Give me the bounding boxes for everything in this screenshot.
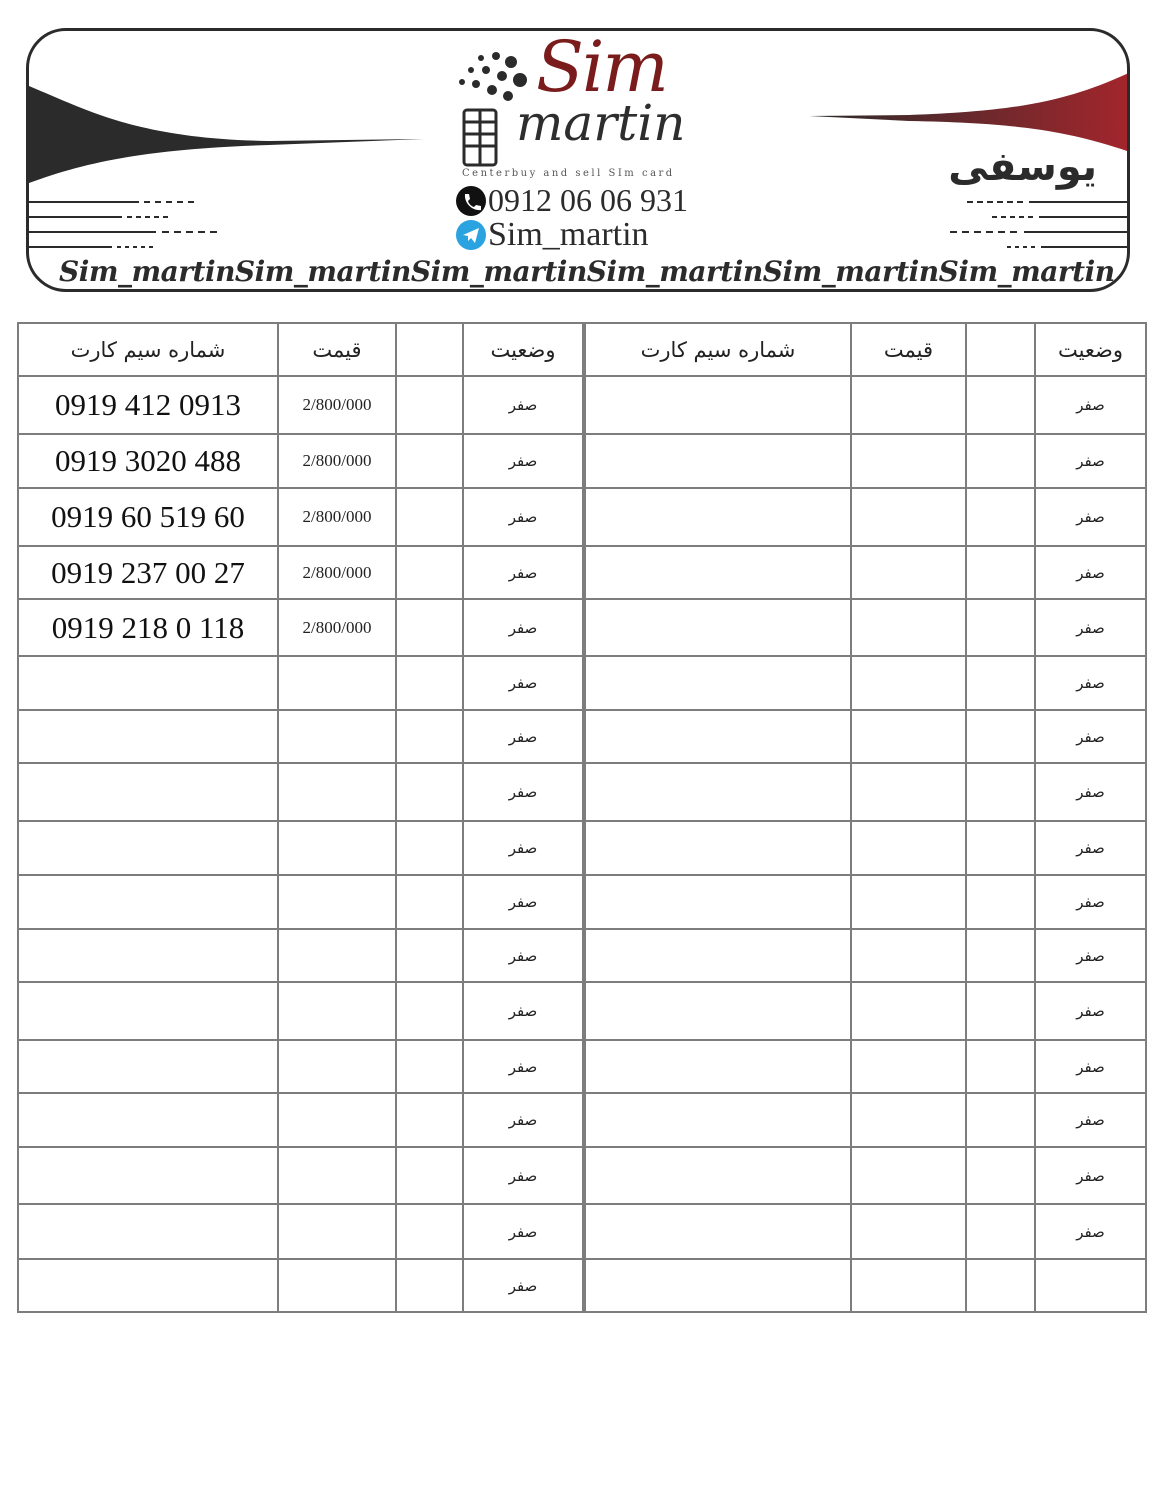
price-cell bbox=[851, 546, 966, 599]
price-cell: 2/800/000 bbox=[278, 599, 396, 656]
sim-number-cell bbox=[584, 982, 851, 1040]
price-cell bbox=[278, 1093, 396, 1147]
sim-number-cell: 0919 218 0 118 bbox=[18, 599, 278, 656]
price-cell bbox=[851, 929, 966, 982]
blank-cell bbox=[966, 1040, 1035, 1093]
sim-number-cell bbox=[584, 546, 851, 599]
table-row bbox=[18, 546, 1146, 599]
col-header-price: قیمت bbox=[851, 323, 966, 376]
table-row bbox=[18, 929, 1146, 982]
status-cell: صفر bbox=[463, 1093, 584, 1147]
col-header-blank bbox=[396, 323, 463, 376]
price-cell bbox=[851, 488, 966, 546]
blank-cell bbox=[966, 710, 1035, 763]
sim-number-cell bbox=[18, 982, 278, 1040]
price-cell bbox=[278, 1040, 396, 1093]
status-cell: صفر bbox=[1035, 710, 1146, 763]
status-cell: صفر bbox=[463, 929, 584, 982]
price-cell bbox=[278, 821, 396, 875]
table-row bbox=[18, 599, 1146, 656]
sim-number-cell bbox=[18, 763, 278, 821]
blank-cell bbox=[966, 821, 1035, 875]
status-cell: صفر bbox=[463, 434, 584, 488]
sim-number-cell bbox=[584, 599, 851, 656]
sim-number-cell bbox=[584, 929, 851, 982]
blank-cell bbox=[966, 875, 1035, 929]
price-cell bbox=[278, 710, 396, 763]
status-cell: صفر bbox=[463, 875, 584, 929]
blank-cell bbox=[966, 488, 1035, 546]
price-cell: 2/800/000 bbox=[278, 546, 396, 599]
col-header-status: وضعیت bbox=[463, 323, 584, 376]
sim-number-cell bbox=[584, 1093, 851, 1147]
logo-tagline: Centerbuy and sell SIm card bbox=[462, 168, 675, 179]
status-cell: صفر bbox=[463, 1259, 584, 1312]
price-cell bbox=[278, 875, 396, 929]
blank-cell bbox=[396, 1147, 463, 1204]
sim-number-cell bbox=[18, 875, 278, 929]
blank-cell bbox=[396, 1204, 463, 1259]
blank-cell bbox=[396, 656, 463, 710]
price-cell bbox=[851, 434, 966, 488]
sim-number-cell bbox=[584, 1204, 851, 1259]
status-cell: صفر bbox=[463, 599, 584, 656]
status-cell: صفر bbox=[463, 1040, 584, 1093]
status-cell: صفر bbox=[1035, 1204, 1146, 1259]
sim-number-cell bbox=[18, 1147, 278, 1204]
blank-cell bbox=[966, 982, 1035, 1040]
price-cell: 2/800/000 bbox=[278, 434, 396, 488]
blank-cell bbox=[966, 1204, 1035, 1259]
table-row bbox=[18, 1040, 1146, 1093]
blank-cell bbox=[396, 1040, 463, 1093]
status-cell: صفر bbox=[463, 710, 584, 763]
sim-number-cell bbox=[18, 1040, 278, 1093]
sim-number-cell bbox=[584, 710, 851, 763]
blank-cell bbox=[396, 710, 463, 763]
table-row bbox=[18, 376, 1146, 434]
table-row bbox=[18, 434, 1146, 488]
status-cell: صفر bbox=[463, 488, 584, 546]
status-cell: صفر bbox=[1035, 929, 1146, 982]
blank-cell bbox=[966, 599, 1035, 656]
status-cell: صفر bbox=[463, 546, 584, 599]
status-cell: صفر bbox=[1035, 763, 1146, 821]
sim-number-cell bbox=[584, 434, 851, 488]
table-row bbox=[18, 710, 1146, 763]
sim-number-cell: 0919 412 0913 bbox=[18, 376, 278, 434]
status-cell: صفر bbox=[463, 1147, 584, 1204]
sim-number-cell bbox=[18, 821, 278, 875]
sim-number-cell bbox=[584, 1147, 851, 1204]
price-cell: 2/800/000 bbox=[278, 488, 396, 546]
table-row bbox=[18, 875, 1146, 929]
sim-number-cell bbox=[584, 763, 851, 821]
sim-number-cell bbox=[584, 656, 851, 710]
status-cell: صفر bbox=[1035, 434, 1146, 488]
price-cell bbox=[851, 710, 966, 763]
sim-number-cell bbox=[584, 1040, 851, 1093]
price-cell bbox=[851, 599, 966, 656]
blank-cell bbox=[966, 1147, 1035, 1204]
status-cell: صفر bbox=[1035, 376, 1146, 434]
status-cell: صفر bbox=[463, 982, 584, 1040]
blank-cell bbox=[396, 434, 463, 488]
table-row bbox=[18, 488, 1146, 546]
col-header-status: وضعیت bbox=[1035, 323, 1146, 376]
status-cell: صفر bbox=[1035, 488, 1146, 546]
blank-cell bbox=[396, 929, 463, 982]
sim-number-cell bbox=[584, 376, 851, 434]
blank-cell bbox=[396, 599, 463, 656]
blank-cell bbox=[396, 1259, 463, 1312]
sim-number-cell bbox=[18, 710, 278, 763]
blank-cell bbox=[966, 1093, 1035, 1147]
sim-number-cell bbox=[18, 656, 278, 710]
blank-cell bbox=[396, 821, 463, 875]
status-cell: صفر bbox=[1035, 656, 1146, 710]
sim-number-cell: 0919 60 519 60 bbox=[18, 488, 278, 546]
logo-word-martin: martin bbox=[516, 94, 686, 152]
price-cell bbox=[851, 1204, 966, 1259]
status-cell: صفر bbox=[1035, 821, 1146, 875]
col-header-number: شماره سیم کارت bbox=[584, 323, 851, 376]
table-row bbox=[18, 821, 1146, 875]
table-row bbox=[18, 1147, 1146, 1204]
price-cell bbox=[278, 929, 396, 982]
blank-cell bbox=[966, 763, 1035, 821]
blank-cell bbox=[396, 488, 463, 546]
telegram-icon bbox=[456, 220, 486, 250]
status-cell: صفر bbox=[1035, 1040, 1146, 1093]
status-cell: صفر bbox=[1035, 1147, 1146, 1204]
price-cell bbox=[851, 656, 966, 710]
price-cell bbox=[851, 763, 966, 821]
status-cell: صفر bbox=[463, 1204, 584, 1259]
price-cell bbox=[278, 1204, 396, 1259]
status-cell: صفر bbox=[1035, 875, 1146, 929]
blank-cell bbox=[396, 1093, 463, 1147]
price-cell bbox=[851, 1259, 966, 1312]
blank-cell bbox=[396, 546, 463, 599]
sim-number-cell: 0919 237 00 27 bbox=[18, 546, 278, 599]
price-cell bbox=[278, 1147, 396, 1204]
blank-cell bbox=[396, 982, 463, 1040]
sim-price-table bbox=[17, 322, 1147, 1313]
status-cell: صفر bbox=[1035, 1093, 1146, 1147]
telegram-handle: Sim_martin bbox=[488, 216, 649, 253]
table-row bbox=[18, 656, 1146, 710]
status-cell: صفر bbox=[1035, 546, 1146, 599]
table-row bbox=[18, 1204, 1146, 1259]
price-cell bbox=[851, 982, 966, 1040]
blank-cell bbox=[396, 376, 463, 434]
status-cell: صفر bbox=[463, 821, 584, 875]
logo-word-sim: Sim bbox=[536, 26, 667, 108]
col-header-price: قیمت bbox=[278, 323, 396, 376]
price-cell bbox=[851, 1040, 966, 1093]
sim-number-cell bbox=[18, 929, 278, 982]
table-row bbox=[18, 763, 1146, 821]
phone-number: 0912 06 06 931 bbox=[488, 182, 688, 218]
price-cell bbox=[851, 821, 966, 875]
price-cell bbox=[851, 875, 966, 929]
status-cell bbox=[1035, 1259, 1146, 1312]
status-cell: صفر bbox=[463, 763, 584, 821]
blank-cell bbox=[966, 929, 1035, 982]
brand-repeat-banner: Sim_martinSim_martinSim_martinSim_martinSim_martinSim_martin bbox=[59, 255, 1115, 288]
phone-icon bbox=[456, 186, 486, 216]
blank-cell bbox=[966, 656, 1035, 710]
phone-contact bbox=[456, 182, 688, 219]
table-row bbox=[18, 1259, 1146, 1312]
blank-cell bbox=[966, 434, 1035, 488]
price-cell bbox=[278, 763, 396, 821]
status-cell: صفر bbox=[1035, 599, 1146, 656]
table-row bbox=[18, 982, 1146, 1040]
price-cell bbox=[851, 376, 966, 434]
blank-cell bbox=[966, 546, 1035, 599]
sim-number-cell bbox=[18, 1093, 278, 1147]
col-header-blank bbox=[966, 323, 1035, 376]
status-cell: صفر bbox=[463, 376, 584, 434]
price-cell bbox=[851, 1147, 966, 1204]
table-header-row bbox=[18, 323, 1146, 376]
sim-number-cell bbox=[584, 488, 851, 546]
blank-cell bbox=[966, 376, 1035, 434]
sim-number-cell bbox=[18, 1259, 278, 1312]
sim-number-cell bbox=[584, 1259, 851, 1312]
blank-cell bbox=[396, 875, 463, 929]
price-cell: 2/800/000 bbox=[278, 376, 396, 434]
blank-cell bbox=[396, 763, 463, 821]
price-cell bbox=[851, 1093, 966, 1147]
sim-number-cell bbox=[584, 821, 851, 875]
price-cell bbox=[278, 1259, 396, 1312]
telegram-contact bbox=[456, 216, 649, 254]
price-cell bbox=[278, 656, 396, 710]
sim-number-cell: 0919 3020 488 bbox=[18, 434, 278, 488]
blank-cell bbox=[966, 1259, 1035, 1312]
table-row bbox=[18, 1093, 1146, 1147]
owner-name: یوسفی bbox=[948, 144, 1097, 190]
sim-number-cell bbox=[584, 875, 851, 929]
sim-number-cell bbox=[18, 1204, 278, 1259]
col-header-number: شماره سیم کارت bbox=[18, 323, 278, 376]
status-cell: صفر bbox=[1035, 982, 1146, 1040]
status-cell: صفر bbox=[463, 656, 584, 710]
price-cell bbox=[278, 982, 396, 1040]
